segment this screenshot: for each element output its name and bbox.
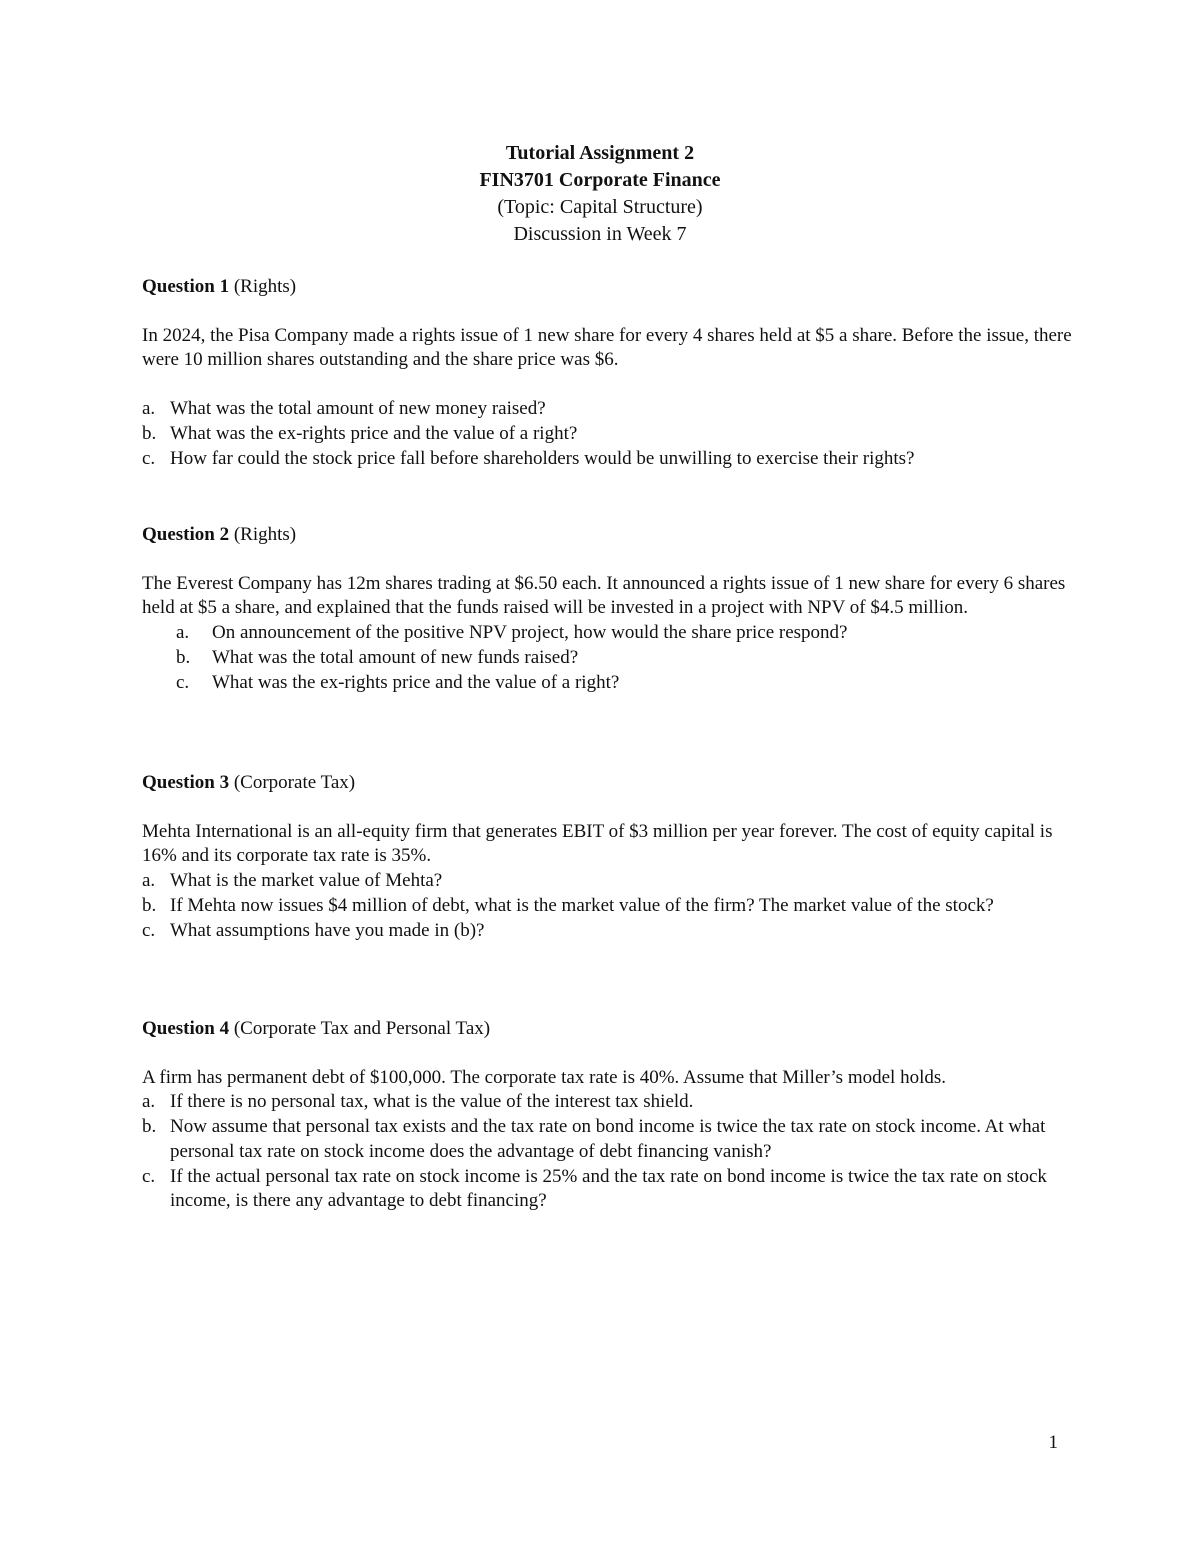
item-label: a.	[142, 1091, 156, 1113]
question-body: The Everest Company has 12m shares trading at $6.50 each. It announced a rights issue of 1 new share for every 6 shares held at $5 a share, and explained that the funds raised will be invested in a project with NPV of $4.5 million.	[142, 572, 1066, 619]
question-4	[142, 1017, 1072, 1214]
question-3	[142, 771, 1072, 943]
item-text: What was the ex-rights price and the value of a right?	[170, 422, 578, 444]
item-text: How far could the stock price fall before shareholders would be unwilling to exercise their rights?	[170, 447, 915, 469]
item-text: What was the total amount of new money raised?	[170, 398, 546, 420]
list-item	[142, 1165, 1072, 1214]
list-item	[142, 869, 1072, 894]
item-text: If the actual personal tax rate on stock income is 25% and the tax rate on bond income is twice the tax rate on stock income, is there any advantage to debt financing?	[170, 1165, 1047, 1212]
item-label: b.	[176, 646, 191, 668]
page-number: 1	[1048, 1432, 1058, 1453]
question-label: Question 1	[142, 276, 230, 297]
list-item	[142, 671, 1072, 696]
question-body: A firm has permanent debt of $100,000. The corporate tax rate is 40%. Assume that Miller’s model holds.	[142, 1066, 946, 1088]
question-label: Question 2	[142, 524, 230, 545]
question-topic: (Corporate Tax and Personal Tax)	[233, 1018, 491, 1039]
item-text: What is the market value of Mehta?	[170, 870, 443, 892]
item-text: What assumptions have you made in (b)?	[170, 919, 485, 941]
question-body: In 2024, the Pisa Company made a rights issue of 1 new share for every 4 shares held at $5 a share. Before the issue, there were 10 million shares outstanding and the share price was $6.	[142, 324, 1072, 371]
item-label: c.	[176, 671, 190, 693]
item-text: If Mehta now issues $4 million of debt, what is the market value of the firm? The market value of the stock?	[170, 894, 994, 916]
item-label: a.	[142, 870, 156, 892]
list-item	[142, 646, 1072, 671]
question-2	[142, 523, 1072, 695]
list-item	[142, 447, 1072, 472]
list-item	[142, 894, 1072, 919]
question-items	[142, 397, 1072, 471]
document-header	[0, 140, 1200, 248]
list-item	[142, 621, 1072, 646]
question-label: Question 3	[142, 772, 230, 793]
list-item	[142, 422, 1072, 447]
question-body: Mehta International is an all-equity firm that generates EBIT of $3 million per year forever. The cost of equity capital is 16% and its corporate tax rate is 35%.	[142, 820, 1053, 867]
question-items	[142, 869, 1072, 943]
question-topic: (Rights)	[233, 524, 297, 545]
question-heading	[142, 523, 1072, 548]
item-label: c.	[142, 1165, 156, 1187]
assignment-title: Tutorial Assignment 2	[505, 142, 695, 164]
item-label: c.	[142, 919, 156, 941]
list-item	[142, 1115, 1072, 1164]
item-text: On announcement of the positive NPV project, how would the share price respond?	[212, 622, 848, 644]
topic-line: (Topic: Capital Structure)	[497, 196, 703, 218]
question-items	[142, 1090, 1072, 1214]
question-heading	[142, 1017, 1072, 1042]
item-text: Now assume that personal tax exists and the tax rate on bond income is twice the tax rate on stock income. At what personal tax rate on stock income does the advantage of debt financing vanish?	[170, 1116, 1046, 1162]
item-label: c.	[142, 447, 156, 469]
item-label: a.	[176, 622, 190, 644]
list-item	[142, 919, 1072, 944]
item-label: a.	[142, 398, 156, 420]
list-item	[142, 1090, 1072, 1115]
question-heading	[142, 275, 1072, 300]
item-label: b.	[142, 422, 157, 444]
item-label: b.	[142, 894, 157, 916]
item-text: If there is no personal tax, what is the value of the interest tax shield.	[170, 1091, 694, 1113]
course-title: FIN3701 Corporate Finance	[479, 169, 721, 191]
item-text: What was the ex-rights price and the value of a right?	[212, 671, 620, 693]
question-topic: (Rights)	[233, 276, 297, 297]
list-item	[142, 397, 1072, 422]
item-label: b.	[142, 1116, 157, 1138]
question-heading	[142, 771, 1072, 796]
question-items	[142, 621, 1072, 695]
item-text: What was the total amount of new funds raised?	[212, 646, 579, 668]
discussion-week: Discussion in Week 7	[513, 223, 687, 245]
question-topic: (Corporate Tax)	[233, 772, 356, 793]
question-1	[142, 275, 1072, 471]
question-label: Question 4	[142, 1018, 230, 1039]
